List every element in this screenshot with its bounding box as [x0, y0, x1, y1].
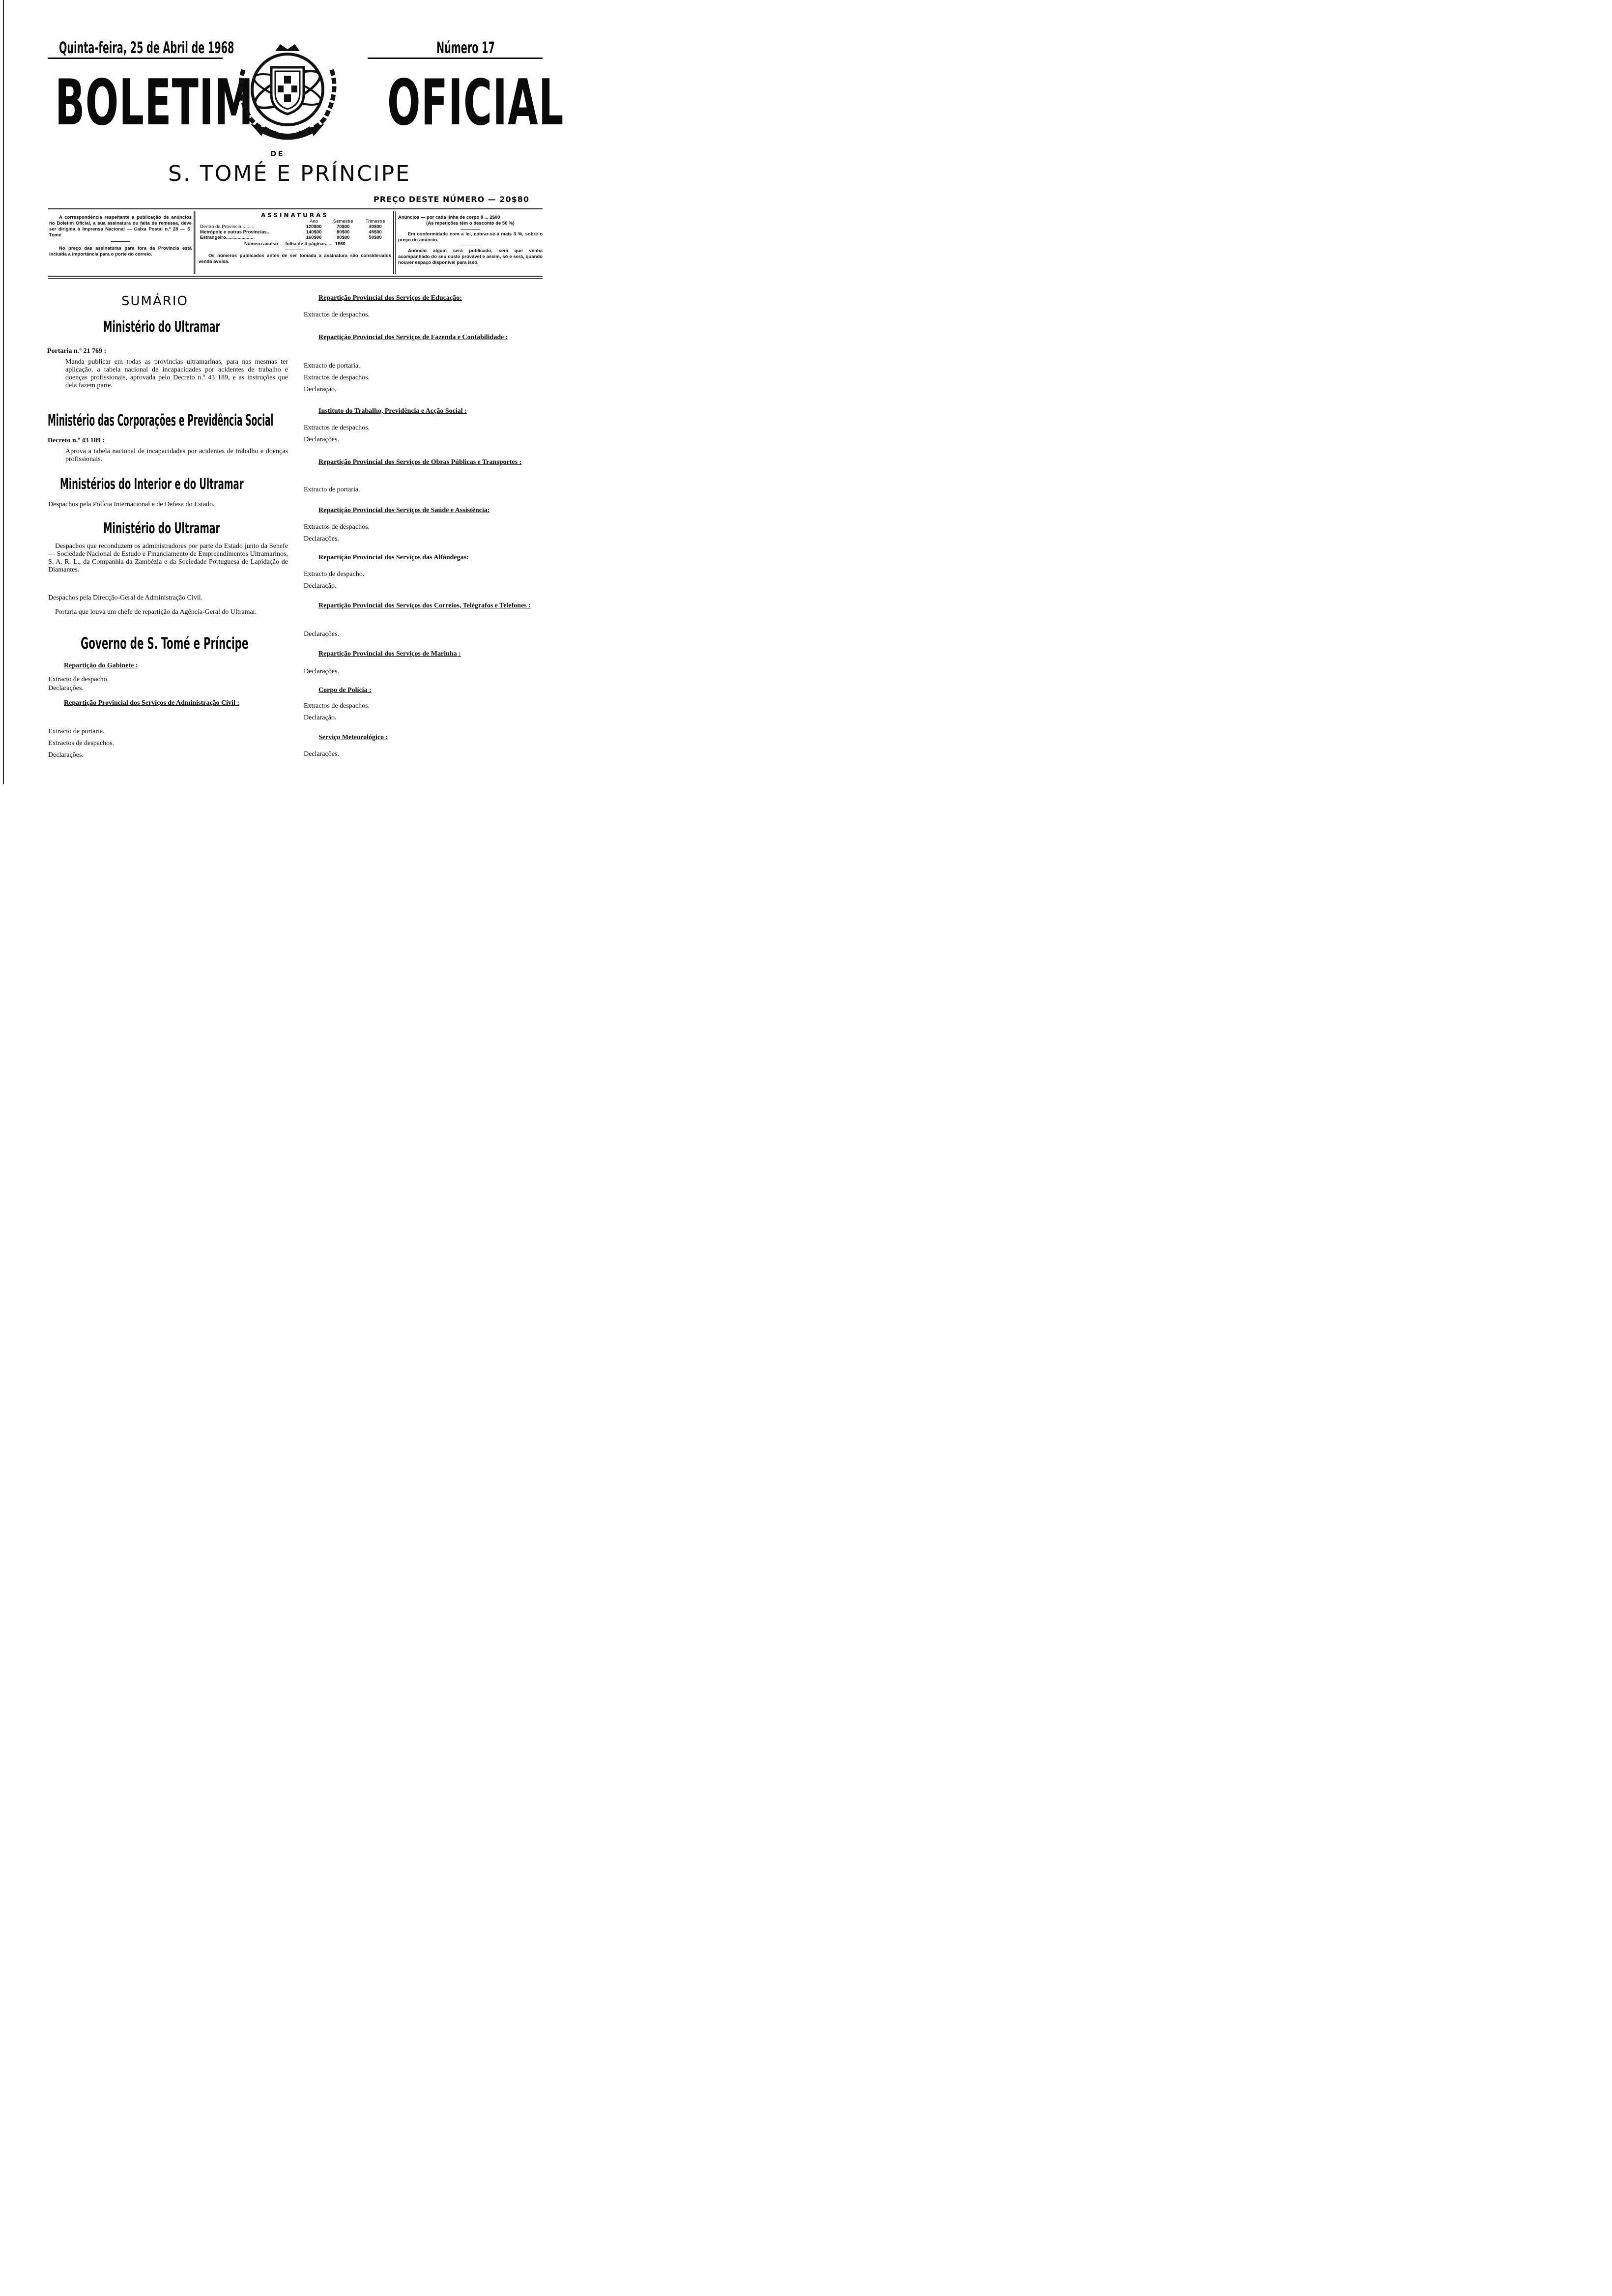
info-top-rule	[48, 208, 543, 209]
ads-discount: (As repetições têm o desconto de 50 %)	[426, 221, 515, 226]
rep-obras-publicas-label: Repartição Provincial dos Serviços de Obras Públicas e Transportes :	[318, 459, 522, 466]
list-item: Declaração.	[304, 582, 337, 590]
table-header-row	[199, 219, 391, 224]
ads-policy: Anúncio algum será publicado, sem que venha acompanhado do seu custo provável e assim, só e será, quando houver espaço disponível para isso.	[398, 248, 543, 265]
number-rule	[368, 57, 543, 59]
issue-number: Número 17	[436, 38, 495, 57]
table-header-cell: Semestre	[333, 219, 353, 224]
ministry-corporations: Ministério das Corporações e Previdência Social	[48, 411, 274, 430]
info-right	[398, 215, 543, 266]
servico-meteorologico-label: Serviço Meteorológico :	[318, 734, 388, 741]
list-item: Extracto de portaria.	[304, 486, 360, 493]
list-item: Extracto de despacho.	[48, 676, 109, 683]
info-left	[49, 215, 192, 258]
portaria-label: Portaria n.º 21 769 :	[47, 347, 107, 355]
rep-correios-label: Repartição Provincial dos Serviços dos Correios, Telégrafos e Telefones :	[318, 602, 531, 609]
rep-gabinete-label: Repartição do Gabinete :	[64, 662, 138, 669]
list-item: Declarações.	[48, 751, 84, 759]
servico-meteorologico	[318, 733, 388, 742]
table-cell: 45$00	[369, 230, 382, 235]
table-header-cell	[199, 219, 301, 224]
senefe-dispatches: Despachos que reconduzem os administradores por parte do Estado junto da Senefe — Sociedade Nacional de Estudo e Financiamento de Empreendimentos Ultramarinos, S. A. R. L., da Companhia da Zambézia e da Sociedade Portuguesa de Lapidação de Diamantes.	[48, 543, 288, 574]
ads-law: Em conformidade com a lei, cobrar-se-á mais 3 %, sobre o preço do anúncio.	[398, 231, 543, 243]
table-cell: 140$00	[306, 230, 322, 235]
list-item: Extracto de portaria.	[48, 728, 105, 735]
rep-saude-label: Repartição Provincial dos Serviços de Saúde e Assistência:	[318, 507, 490, 514]
rep-correios	[318, 602, 543, 610]
ministries-interior-ultramar: Ministérios do Interior e do Ultramar	[60, 476, 244, 493]
rep-marinha	[318, 650, 461, 659]
pide-dispatches: Despachos pela Polícia Internacional e de Defesa do Estado.	[48, 501, 215, 508]
list-item: Extractos de despachos.	[304, 374, 370, 381]
table-cell: Dentro da Província..........	[200, 224, 255, 230]
rep-administracao	[64, 699, 288, 708]
list-item: Declarações.	[304, 750, 339, 758]
decreto-text: Aprova a tabela nacional de incapacidades por acidentes de trabalho e doenças profissionais.	[65, 448, 288, 463]
list-item: Extractos de despachos.	[304, 311, 370, 318]
table-cell: 50$00	[369, 235, 382, 240]
masthead-title-left: BOLETIM	[55, 66, 254, 140]
info-bottom-rule-2	[48, 278, 543, 279]
list-item: Extractos de despachos.	[304, 523, 370, 531]
portaria-louvor: Portaria que louva um chefe de repartição da Agência-Geral do Ultramar.	[55, 608, 257, 616]
rep-fazenda	[318, 333, 543, 342]
rep-alfandegas-label: Repartição Provincial dos Serviços das Alfândegas:	[318, 554, 469, 561]
list-item: Extractos de despachos.	[304, 424, 370, 431]
table-cell: 90$00	[337, 235, 350, 240]
instituto-trabalho	[318, 407, 467, 416]
list-item: Extractos de despachos.	[48, 740, 115, 747]
single-issue-price: Número avulso — folha de 4 páginas...... 1$60	[244, 241, 345, 247]
subscriptions-title: ASSINATURAS	[261, 212, 329, 219]
decreto-label: Decreto n.º 43 189 :	[48, 437, 105, 444]
coat-of-arms-icon	[231, 40, 344, 144]
list-item: Extracto de despacho.	[304, 571, 365, 578]
ministry-ultramar-2: Ministério do Ultramar	[103, 520, 220, 537]
portaria-text: Manda publicar em todas as províncias ultramarinas, para nas mesmas ter aplicação, a tabela nacional de incapacidades por acidentes de trabalho e doenças profissionais, aprovada pelo Decreto n.º 43 189, e as instruções que dela fazem parte.	[65, 358, 288, 389]
table-header-cell: Ano	[310, 219, 318, 224]
info-left-p1: A correspondência respeitante a publicação de anúncios no Boletim Oficial, a sua assinatura ou falta de remessa, deve ser dirigida à Imprensa Nacional — Caixa Postal n.º 28 — S. Tomé	[49, 215, 192, 238]
rep-saude	[318, 506, 490, 515]
issue-date: Quinta-feira, 25 de Abril de 1968	[59, 38, 234, 57]
rep-gabinete	[64, 661, 138, 670]
info-right-sep	[461, 229, 480, 230]
list-item: Declarações.	[304, 631, 339, 638]
territory-name: S. TOMÉ E PRÍNCIPE	[168, 161, 411, 186]
corpo-policia	[318, 686, 372, 695]
info-divider-1	[194, 211, 195, 274]
rep-educacao-label: Repartição Provincial dos Serviços de Educação:	[318, 294, 462, 302]
list-item: Declarações.	[304, 436, 339, 443]
table-cell: Metrópole e outras Províncias..	[200, 230, 269, 235]
table-cell: 40$00	[369, 224, 382, 230]
table-cell: 70$00	[337, 224, 350, 230]
info-left-sep	[111, 241, 130, 242]
table-cell: Estrangeiro.....................	[200, 235, 254, 240]
list-item: Declarações.	[304, 535, 339, 543]
page-edge	[3, 0, 4, 784]
info-divider-2b	[395, 211, 396, 274]
table-cell: 120$00	[306, 224, 322, 230]
masthead-de: DE	[270, 149, 285, 158]
list-item: Declaração.	[304, 714, 337, 721]
rep-administracao-label: Repartição Provincial dos Serviços de Administração Civil :	[64, 699, 240, 707]
rep-fazenda-label: Repartição Provincial dos Serviços de Fazenda e Contabilidade :	[318, 334, 508, 341]
corpo-policia-label: Corpo de Polícia :	[318, 687, 372, 694]
issue-price: PREÇO DESTE NÚMERO — 20$80	[374, 195, 529, 204]
avulso-note: Os números publicados antes de ser tomada a assinatura são considerados venda avulsa.	[199, 253, 391, 264]
table-cell: 80$00	[337, 230, 350, 235]
ministry-ultramar-1: Ministério do Ultramar	[103, 318, 220, 336]
table-row	[199, 230, 391, 235]
ads-price: Anúncios — por cada linha de corpo 8 ... 2$00	[398, 215, 500, 220]
rep-alfandegas	[318, 553, 469, 562]
table-row	[199, 224, 391, 230]
table-row	[199, 235, 391, 240]
info-bottom-rule	[48, 276, 543, 277]
subscriptions-table	[199, 219, 391, 240]
list-item: Extractos de despachos.	[304, 702, 370, 710]
list-item: Declaração.	[304, 386, 337, 393]
table-header-cell: Trimestre	[365, 219, 385, 224]
list-item: Declarações.	[304, 668, 339, 675]
dgac-dispatches: Despachos pela Direcção-Geral de Administração Civil.	[48, 594, 203, 602]
info-center	[199, 212, 391, 265]
rep-obras-publicas	[318, 458, 543, 467]
list-item: Declarações.	[48, 685, 84, 692]
list-item: Extracto de portaria.	[304, 362, 360, 370]
masthead-title-right: OFICIAL	[387, 66, 564, 140]
info-left-p2: No preço das assinaturas para fora da Província está incluída a importância para o porte do correio.	[49, 246, 192, 257]
date-rule	[48, 57, 223, 59]
instituto-trabalho-label: Instituto do Trabalho, Previdência e Acção Social :	[318, 407, 467, 415]
table-cell: 160$00	[306, 235, 322, 240]
rep-marinha-label: Repartição Provincial dos Serviços de Marinha :	[318, 650, 461, 658]
government-st-principe: Governo de S. Tomé e Príncipe	[81, 634, 249, 653]
rep-educacao	[318, 294, 462, 303]
summary-title: SUMÁRIO	[121, 294, 188, 309]
info-divider-2	[393, 211, 394, 274]
